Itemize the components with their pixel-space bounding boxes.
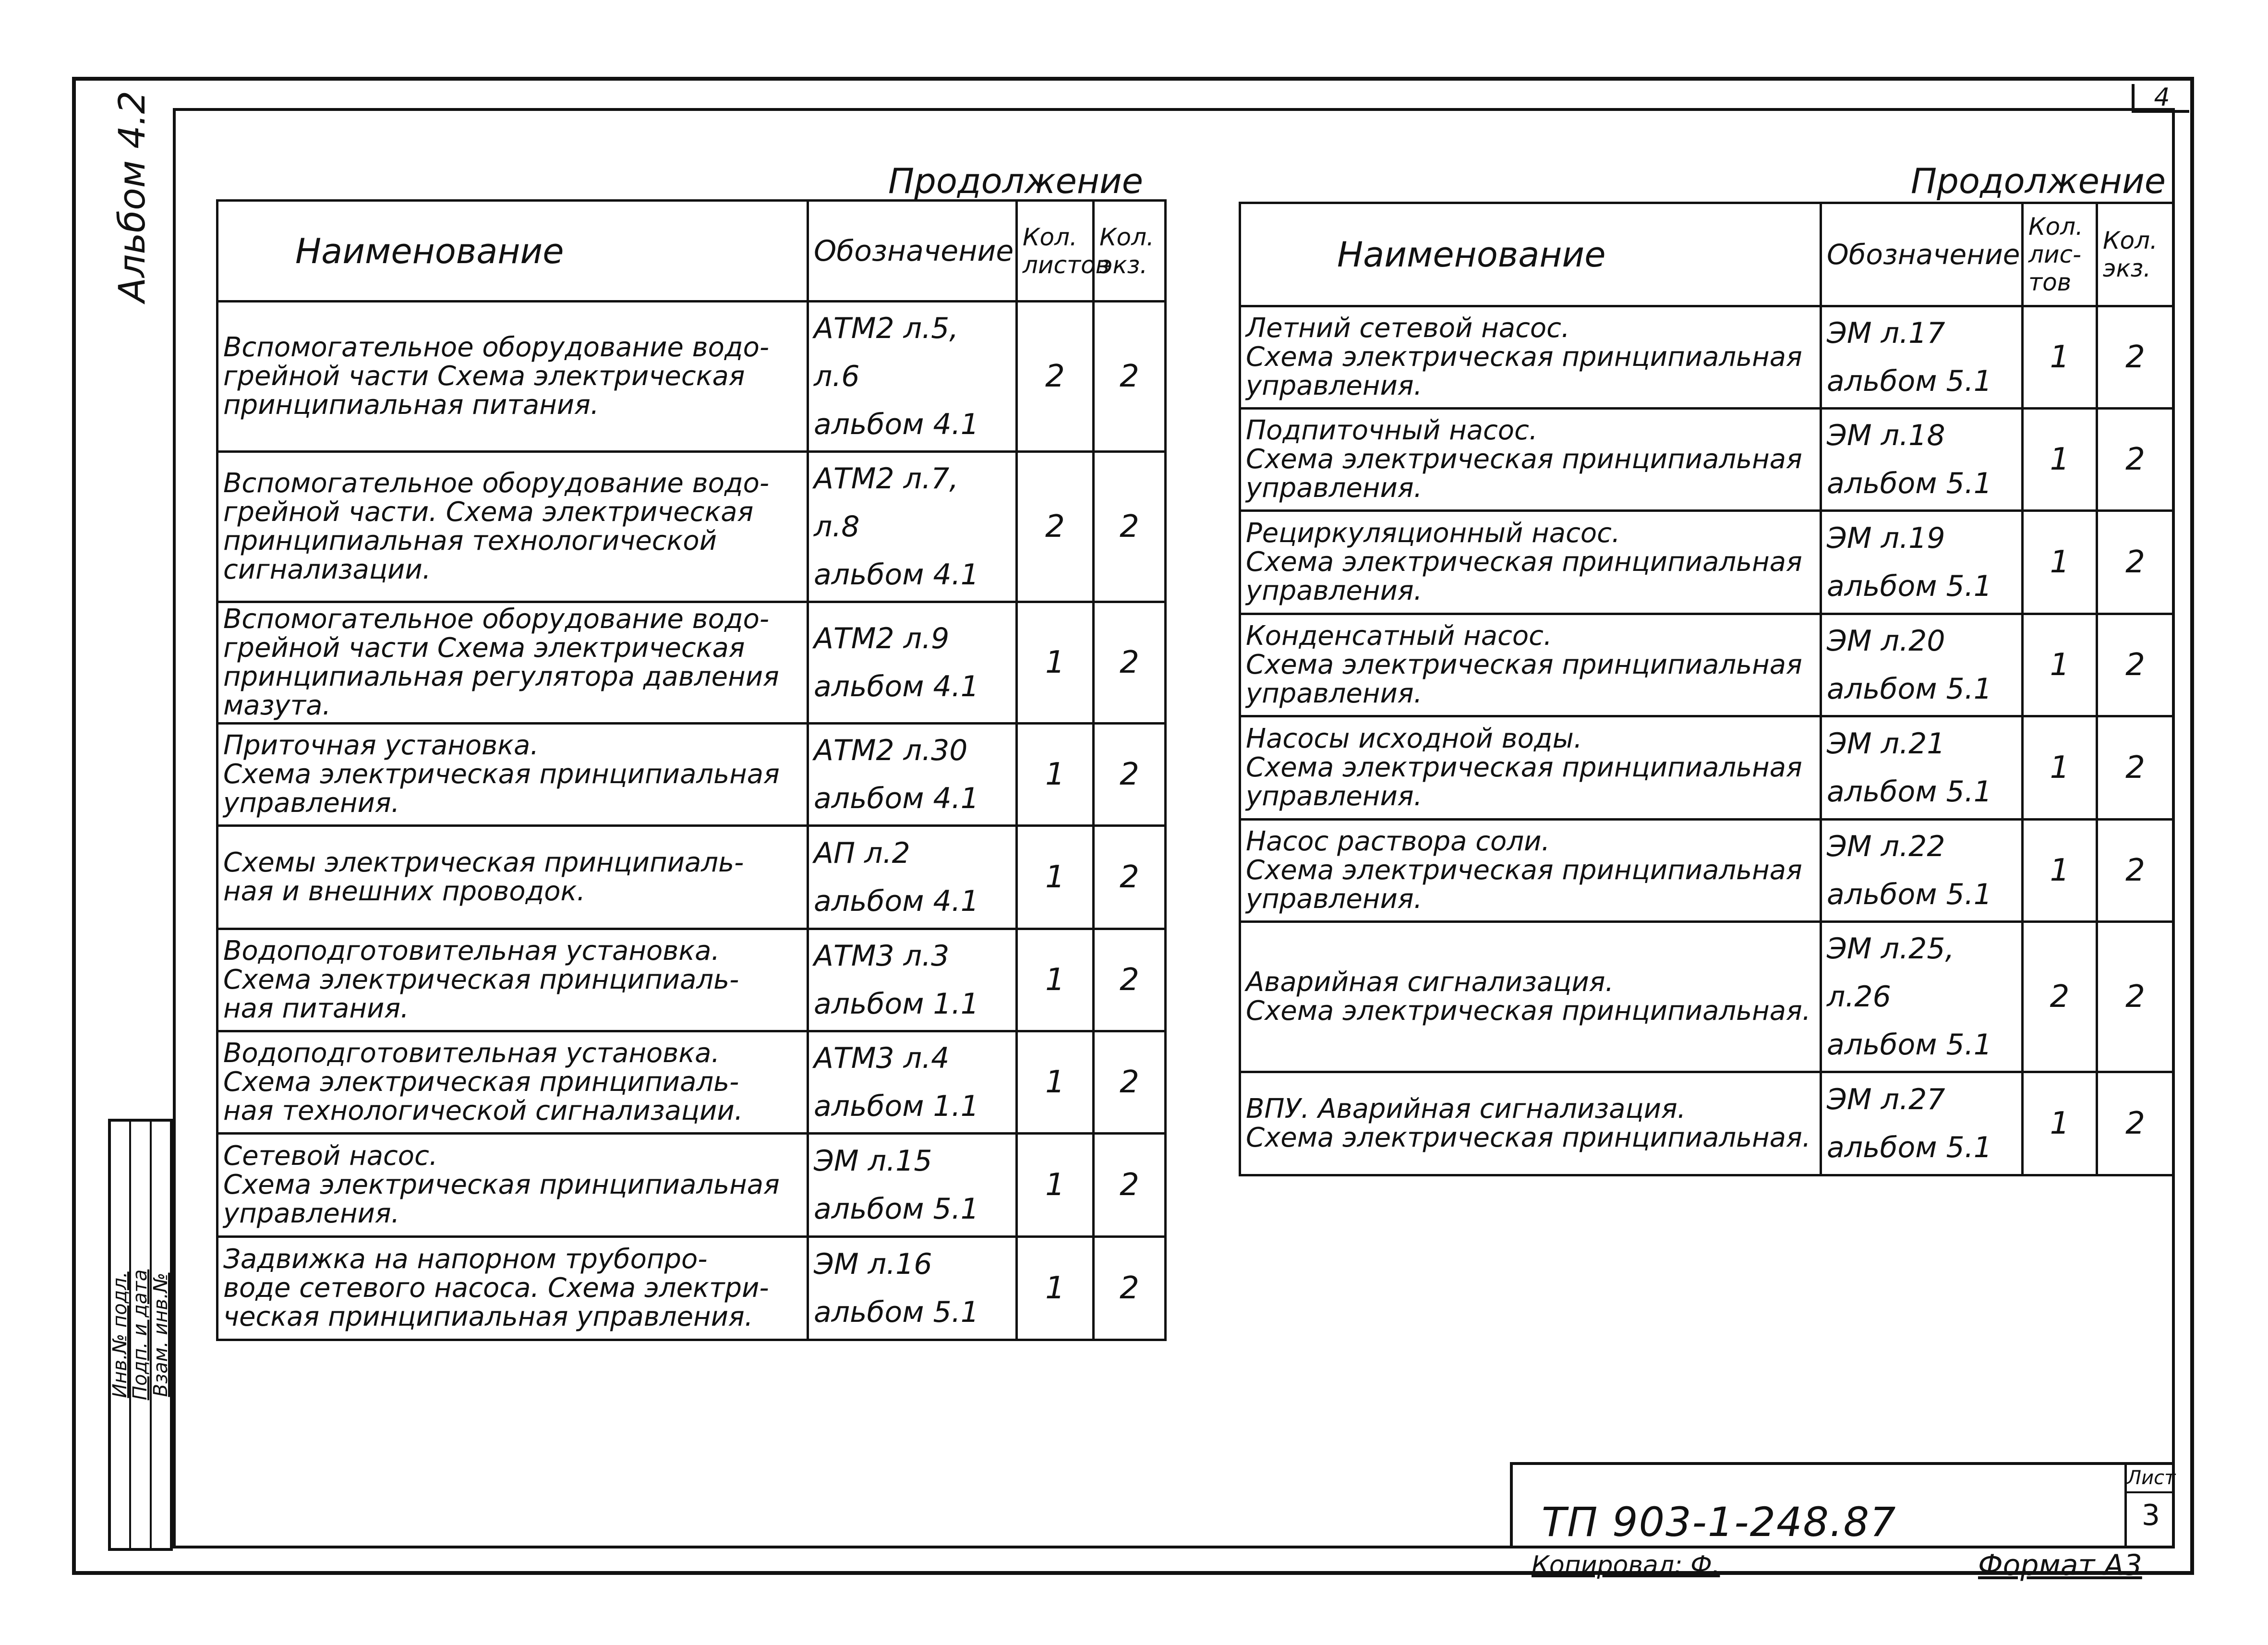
row-sheets: 1 [2023,1072,2097,1175]
row-designation-line: альбом 5.1 [1827,569,1992,603]
row-sheets: 1 [1017,602,1094,724]
row-designation-line: ЭМ л.19 [1827,521,1945,555]
row-sheets: 2 [1017,452,1094,602]
row-name-line: управления. [1246,883,1423,915]
row-designation [1821,922,2023,1072]
row-name [1240,409,1821,511]
row-sheets: 1 [1017,724,1094,826]
row-copies: 2 [2097,511,2174,614]
row-designation-line: ЭМ л.20 [1827,624,1945,658]
row-designation [808,1237,1017,1340]
row-name-line: Насос раствора соли. [1246,826,1550,857]
row-name [217,602,808,724]
row-name-line: Подпиточный насос. [1246,415,1538,446]
row-name [217,1134,808,1237]
right-header-designation: Обозначение [1821,203,2023,306]
row-copies: 2 [2097,409,2174,511]
row-designation-line: ЭМ л.17 [1827,316,1945,350]
row-designation [1821,1072,2023,1175]
row-name-line: Приточная установка. [223,730,539,761]
table-row [1240,306,2174,409]
row-name-line: Схема электрическая принципиальная [1246,752,1802,783]
row-name-line: управления. [1246,678,1423,709]
row-designation-line: альбом 4.1 [814,670,979,703]
row-name [1240,716,1821,820]
row-name-line: ная питания. [223,993,409,1024]
row-name [217,1031,808,1134]
row-designation-line: ЭМ л.16 [814,1247,932,1281]
row-designation-line: альбом 5.1 [1827,672,1992,706]
table-row [1240,922,2174,1072]
left-table-body [217,302,1166,1340]
row-sheets: 2 [1017,302,1094,452]
row-designation [808,602,1017,724]
table-row [1240,716,2174,820]
right-continue-label: Продолжение [1911,161,2166,201]
row-designation-line: ЭМ л.22 [1827,830,1945,863]
right-spec-table [1239,202,2175,1176]
side-stamp-replace-inv: Взам. инв.№ [149,1272,172,1397]
row-name-line: мазута. [223,690,331,721]
row-designation-line: АТМ3 л.3 [814,939,950,973]
side-stamp [108,1119,173,1551]
row-name-line: Схема электрическая принципиальная [1246,855,1802,886]
row-designation [1821,716,2023,820]
row-designation [1821,409,2023,511]
left-header-copies: Кол. экз. [1094,201,1166,302]
table-row [217,724,1166,826]
row-name-line: управления. [223,787,400,819]
table-row [217,602,1166,724]
row-designation [808,1134,1017,1237]
row-designation-line: альбом 4.1 [814,782,979,815]
sheet-label: Лист [2127,1465,2175,1493]
row-designation [1821,820,2023,922]
row-sheets: 1 [1017,826,1094,929]
row-sheets: 1 [2023,306,2097,409]
row-designation-line: ЭМ л.27 [1827,1083,1945,1116]
table-row [217,826,1166,929]
corner-sheet-number: 4 [2132,84,2189,113]
row-name-line: Аварийная сигнализация. [1246,967,1614,998]
row-name-line: принципиальная питания. [223,389,599,421]
row-designation [808,929,1017,1031]
paper-format: Формат А3 [1978,1548,2142,1582]
row-designation [1821,511,2023,614]
row-copies: 2 [1094,724,1166,826]
row-name-line: Вспомогательное оборудование водо- [223,468,770,499]
row-name-line: Сетевой насос. [223,1140,438,1172]
row-name-line: ная технологической сигнализации. [223,1095,743,1126]
album-label: Альбом 4.2 [110,90,153,302]
row-designation-line: альбом 5.1 [814,1295,979,1329]
row-name-line: ная и внешних проводок. [223,876,586,907]
row-name-line: Схема электрическая принципиальная [1246,649,1802,680]
row-designation-line: альбом 5.1 [1827,1028,1992,1062]
row-copies: 2 [1094,826,1166,929]
row-name-line: управления. [1246,472,1423,504]
row-copies: 2 [2097,1072,2174,1175]
row-name-line: Вспомогательное оборудование водо- [223,332,770,363]
row-name-line: грейной части. Схема электрическая [223,496,754,528]
row-name-line: управления. [1246,781,1423,812]
row-name-line: Схема электрическая принципиальная. [1246,1122,1811,1153]
row-sheets: 1 [2023,614,2097,716]
row-name [1240,1072,1821,1175]
row-name-line: Схема электрическая принципиаль- [223,964,739,995]
row-name [217,724,808,826]
row-sheets: 1 [1017,1134,1094,1237]
title-block [1510,1462,2124,1548]
row-name-line: Схема электрическая принципиальная [1246,444,1802,475]
row-copies: 2 [1094,1134,1166,1237]
row-designation-line: альбом 5.1 [1827,364,1992,398]
right-header-copies: Кол. экз. [2097,203,2174,306]
row-designation-line: ЭМ л.18 [1827,419,1945,452]
row-sheets: 1 [2023,716,2097,820]
row-name-line: ческая принципиальная управления. [223,1301,753,1332]
row-designation-line: альбом 5.1 [1827,467,1992,500]
row-designation-line: АТМ2 л.7, л.8 [814,462,959,544]
table-row [217,452,1166,602]
row-name-line: Схема электрическая принципиальная. [1246,995,1811,1027]
left-header-sheets: Кол. листов [1017,201,1094,302]
row-name-line: Схема электрическая принципиаль- [223,1066,739,1098]
row-name-line: Схемы электрическая принципиаль- [223,847,744,878]
row-name-line: принципиальная технологической [223,525,717,556]
row-name [1240,820,1821,922]
left-header-designation: Обозначение [808,201,1017,302]
table-row [1240,409,2174,511]
row-copies: 2 [1094,929,1166,1031]
row-name-line: Задвижка на напорном трубопро- [223,1244,708,1275]
row-name [1240,922,1821,1072]
row-name-line: воде сетевого насоса. Схема электри- [223,1272,769,1304]
table-row [1240,1072,2174,1175]
row-name-line: Рециркуляционный насос. [1246,518,1620,549]
row-copies: 2 [2097,922,2174,1072]
row-name [217,452,808,602]
row-designation-line: альбом 1.1 [814,1089,979,1123]
table-row [217,302,1166,452]
row-designation-line: ЭМ л.21 [1827,727,1945,761]
row-sheets: 2 [2023,922,2097,1072]
row-name [217,929,808,1031]
row-copies: 2 [1094,302,1166,452]
table-row [217,1031,1166,1134]
row-sheets: 1 [1017,1237,1094,1340]
row-name-line: управления. [1246,370,1423,401]
row-copies: 2 [1094,1031,1166,1134]
row-copies: 2 [1094,602,1166,724]
row-name [1240,306,1821,409]
row-name [217,302,808,452]
row-designation-line: АТМ2 л.5, л.6 [814,312,959,393]
row-designation [808,1031,1017,1134]
row-copies: 2 [2097,820,2174,922]
table-row [217,1237,1166,1340]
table-row [1240,614,2174,716]
row-name-line: Конденсатный насос. [1246,620,1552,652]
right-header-sheets: Кол. лис- тов [2023,203,2097,306]
row-copies: 2 [1094,452,1166,602]
row-name [1240,614,1821,716]
right-table-body [1240,306,2174,1175]
side-stamp-sign-date: Подп. и дата [129,1269,152,1401]
row-designation [808,452,1017,602]
row-name-line: Схема электрическая принципиальная [223,759,780,790]
row-designation-line: АП л.2 [814,836,910,870]
row-designation-line: АТМ2 л.9 [814,622,950,655]
left-header-name: Наименование [217,201,808,302]
row-name-line: Схема электрическая принципиальная [1246,341,1802,373]
row-copies: 2 [2097,306,2174,409]
row-designation [1821,614,2023,716]
row-name-line: грейной части Схема электрическая [223,632,745,664]
row-copies: 2 [2097,614,2174,716]
row-copies: 2 [1094,1237,1166,1340]
row-name-line: Схема электрическая принципиальная [223,1169,780,1200]
row-name-line: Летний сетевой насос. [1246,313,1570,344]
row-designation-line: альбом 1.1 [814,987,979,1021]
row-name-line: управления. [223,1198,400,1229]
row-designation [1821,306,2023,409]
table-row [1240,820,2174,922]
row-designation-line: альбом 4.1 [814,408,979,441]
row-designation-line: альбом 5.1 [1827,878,1992,911]
row-name-line: Водоподготовительная установка. [223,935,720,967]
row-sheets: 1 [2023,511,2097,614]
row-designation-line: альбом 4.1 [814,558,979,592]
row-name-line: Водоподготовительная установка. [223,1038,720,1069]
row-designation-line: ЭМ л.15 [814,1144,932,1178]
copied-by: Копировал: Ф. [1532,1551,1720,1580]
row-name [217,826,808,929]
row-copies: 2 [2097,716,2174,820]
row-name [1240,511,1821,614]
row-designation [808,724,1017,826]
row-designation-line: альбом 5.1 [814,1192,979,1226]
row-name-line: Вспомогательное оборудование водо- [223,604,770,635]
table-row [1240,511,2174,614]
row-designation-line: альбом 4.1 [814,884,979,918]
row-designation [808,826,1017,929]
row-name-line: управления. [1246,575,1423,606]
side-stamp-inv-orig: Инв.№ подл. [109,1271,132,1398]
document-code: ТП 903-1-248.87 [1542,1499,1897,1546]
sheet-number: 3 [2141,1499,2160,1532]
row-designation-line: ЭМ л.25, л.26 [1827,932,1954,1014]
row-designation-line: альбом 5.1 [1827,1131,1992,1164]
row-designation-line: АТМ3 л.4 [814,1041,950,1075]
row-name-line: ВПУ. Аварийная сигнализация. [1246,1093,1686,1125]
row-name [217,1237,808,1340]
sheet-box [2124,1462,2175,1548]
row-name-line: Схема электрическая принципиальная [1246,546,1802,578]
left-continue-label: Продолжение [888,161,1144,201]
table-row [217,929,1166,1031]
row-name-line: сигнализации. [223,554,431,585]
row-designation-line: АТМ2 л.30 [814,734,968,767]
left-spec-table [216,199,1167,1341]
row-sheets: 1 [2023,820,2097,922]
row-sheets: 1 [1017,1031,1094,1134]
table-row [217,1134,1166,1237]
row-name-line: Насосы исходной воды. [1246,723,1582,754]
right-header-name: Наименование [1240,203,1821,306]
row-name-line: грейной части Схема электрическая [223,361,745,392]
row-name-line: принципиальная регулятора давления [223,661,779,692]
row-sheets: 1 [1017,929,1094,1031]
row-designation [808,302,1017,452]
row-sheets: 1 [2023,409,2097,511]
row-designation-line: альбом 5.1 [1827,775,1992,809]
